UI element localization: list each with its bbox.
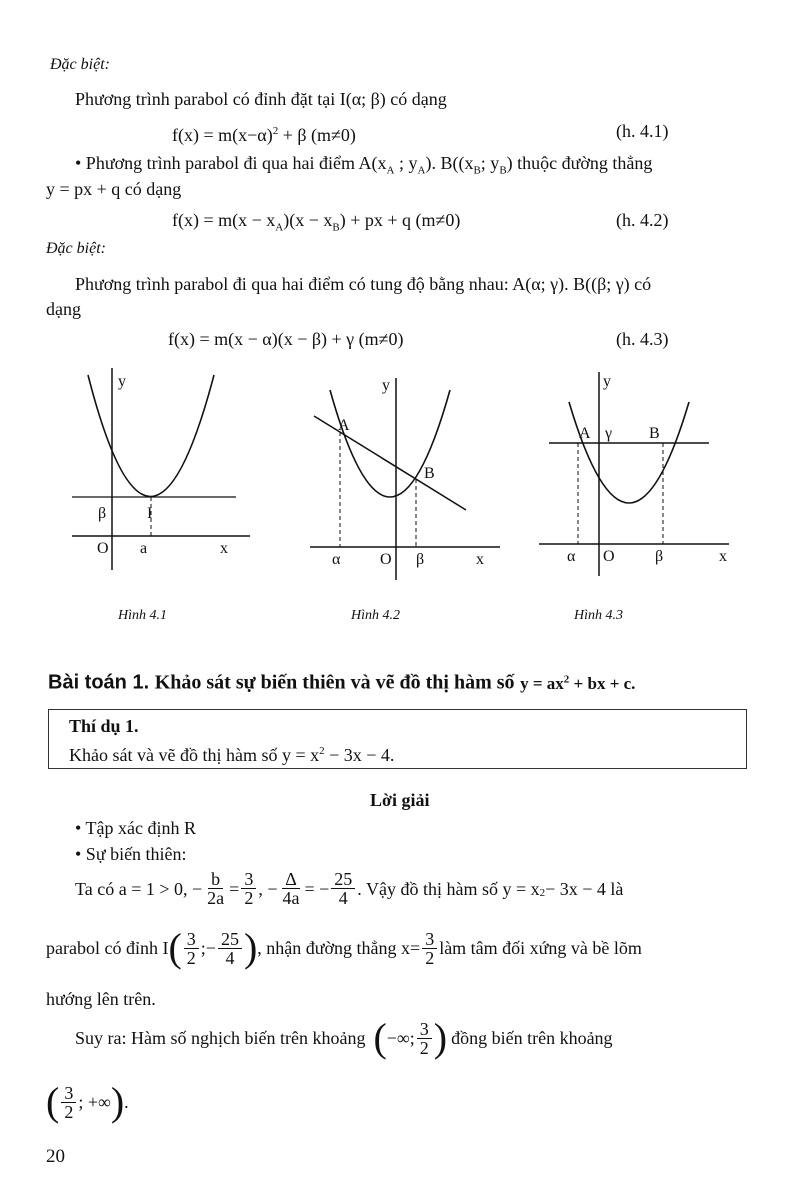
fig3-label-a: A: [579, 425, 591, 442]
page-number: 20: [46, 1146, 65, 1167]
vertex-frac-2-den: 4: [225, 947, 235, 968]
frac-b-2a: [204, 870, 227, 907]
frac-3-den: 2: [244, 888, 254, 908]
vertex-form-statement: Phương trình parabol có đỉnh đặt tại I(α; β) có dạng: [75, 89, 447, 109]
int2-paren-close: ): [110, 1079, 125, 1124]
sub-b1: B: [473, 164, 481, 177]
two-points-text-1: • Phương trình parabol đi qua hai điểm A(x: [75, 153, 387, 173]
fig1-label-a: a: [140, 540, 148, 557]
fig1-label-o: O: [97, 540, 109, 557]
calc-p3: − 3x − 4 là: [545, 878, 624, 899]
fig1-label-beta: β: [98, 505, 107, 522]
axis-frac: [422, 930, 437, 967]
axis-frac-den: 2: [425, 947, 435, 968]
problem-fn-lhs: y = ax: [520, 673, 564, 693]
same-ordinate-statement-2: dạng: [46, 299, 81, 319]
fig2-label-a: A: [338, 417, 350, 434]
vertex-line: [46, 925, 642, 970]
monotone-p1: Suy ra: Hàm số nghịch biến trên khoảng: [75, 1028, 366, 1048]
fig2-secant-line: [314, 416, 466, 510]
sub-a2: A: [417, 164, 426, 177]
fig3-label-beta: β: [655, 548, 664, 565]
bullet-variation: • Sự biến thiên:: [75, 844, 187, 864]
example-text: [69, 740, 394, 766]
two-points-text-3: ). B((x: [425, 153, 474, 173]
fig3-label-y: y: [603, 373, 611, 390]
monotone-p2: đồng biến trên khoảng: [451, 1028, 613, 1048]
interval-2-num: 3: [61, 1084, 76, 1103]
int2-paren-open: (: [46, 1079, 60, 1124]
two-points-text-2: ; y: [394, 153, 418, 173]
same-ordinate-statement: Phương trình parabol đi qua hai điểm có tung độ bằng nhau: A(α; γ). B((β; γ) có: [75, 274, 652, 294]
figure-4-3: [535, 364, 745, 584]
mono-paren-open: (: [373, 1015, 387, 1060]
calc-eq2: = −: [304, 878, 330, 899]
axis-frac-num: 3: [422, 930, 437, 949]
eq2-sub-a: A: [275, 221, 284, 234]
vertex-p1: parabol có đỉnh I: [46, 938, 169, 958]
figure-4-2: [300, 370, 500, 585]
equation-4-2-ref: (h. 4.2): [616, 210, 669, 230]
vertex-frac-1-den: 2: [186, 947, 196, 968]
calc-eq: =: [229, 878, 240, 899]
sub-b2: B: [499, 164, 507, 177]
vertex-frac-2-num: 25: [218, 930, 242, 949]
equation-4-2: [172, 209, 460, 239]
eq2-p1: f(x) = m(x − x: [172, 210, 276, 230]
eq2-p2: )(x − x: [283, 210, 333, 230]
calc-sup: 2: [539, 887, 546, 899]
vertex-frac-1-num: 3: [184, 930, 199, 949]
special-note-label: Đặc biệt:: [50, 56, 110, 73]
calc-p1: Ta có a = 1 > 0, −: [75, 878, 203, 899]
problem-fn-rhs: + bx + c.: [569, 673, 636, 693]
fig1-label-i: I: [147, 505, 153, 522]
vertex-p3: làm tâm đối xứng và bề lõm: [439, 938, 642, 958]
interval-2-den: 2: [64, 1101, 74, 1122]
equation-4-3: f(x) = m(x − α)(x − β) + γ (m≠0): [168, 329, 404, 349]
frac-25-num: 25: [331, 870, 355, 889]
fig2-label-o: O: [380, 551, 392, 568]
fig3-label-o: O: [603, 548, 615, 565]
interval-2-rest: ; +∞: [78, 1092, 111, 1112]
frac-3-2: [241, 870, 256, 907]
fig3-label-alpha: α: [567, 548, 576, 565]
fig2-label-beta: β: [416, 551, 425, 568]
equation-4-1-ref: (h. 4.1): [616, 121, 669, 141]
monotone-interval-1: −∞;: [386, 1028, 415, 1048]
eq1-rhs: + β (m≠0): [278, 125, 356, 145]
equation-4-1: [172, 120, 356, 146]
monotone-line: [75, 1015, 613, 1060]
caption-4-2: Hình 4.2: [351, 608, 400, 623]
problem-rest: Khảo sát sự biến thiên và vẽ đồ thị hàm số: [154, 671, 515, 694]
fig2-label-x: x: [476, 551, 484, 568]
caption-4-1: Hình 4.1: [118, 608, 167, 623]
monotone-frac: [417, 1020, 432, 1057]
frac-delta-den: 4a: [282, 888, 300, 908]
direction-line: hướng lên trên.: [46, 989, 156, 1009]
example-box: [48, 709, 747, 769]
interval-2-end: .: [124, 1092, 129, 1112]
frac-delta-num: Δ: [282, 870, 300, 889]
fig2-label-b: B: [424, 465, 435, 482]
example-title: Thí dụ 1.: [69, 716, 139, 736]
vertex-frac-1: [184, 930, 199, 967]
fig3-label-x: x: [719, 548, 727, 565]
sub-a1: A: [386, 164, 395, 177]
example-text-sup: 2: [319, 745, 325, 757]
paren-open: (: [168, 925, 182, 970]
monotone-frac-num: 3: [417, 1020, 432, 1039]
paren-close: ): [243, 925, 258, 970]
two-points-text-5: ) thuộc đường thẳng: [506, 153, 653, 173]
interval-2-frac: [61, 1084, 76, 1121]
fig2-label-y: y: [382, 377, 390, 394]
eq1-sup: 2: [272, 125, 279, 137]
monotone-frac-den: 2: [419, 1037, 429, 1058]
problem-fn-sup: 2: [563, 673, 570, 685]
problem-heading: [48, 666, 635, 697]
problem-function: [520, 674, 635, 693]
fig1-label-x: x: [220, 540, 228, 557]
vertex-frac-2: [218, 930, 242, 967]
special-note-label-2: Đặc biệt:: [46, 240, 106, 257]
calc-p2: . Vậy đồ thị hàm số y = x: [357, 878, 540, 899]
example-text-rhs: − 3x − 4.: [324, 745, 395, 765]
eq2-sub-b: B: [332, 221, 340, 234]
figure-4-1: [60, 360, 250, 580]
frac-b-num: b: [208, 870, 223, 889]
frac-b-den: 2a: [207, 888, 225, 908]
interval-2: [46, 1079, 129, 1124]
frac-25-4: [331, 870, 355, 907]
fig3-parabola: [569, 402, 689, 503]
bullet-domain: • Tập xác định R: [75, 818, 196, 838]
example-text-lhs: Khảo sát và vẽ đồ thị hàm số y = x: [69, 745, 320, 765]
vertex-semi: ;−: [200, 938, 216, 958]
caption-4-3: Hình 4.3: [574, 608, 623, 623]
equation-4-3-ref: (h. 4.3): [616, 329, 669, 349]
line-px-statement: y = px + q có dạng: [46, 179, 182, 199]
eq1-lhs: f(x) = m(x−α): [172, 125, 273, 145]
frac-3-num: 3: [241, 870, 256, 889]
mono-paren-close: ): [433, 1015, 448, 1060]
fig3-label-gamma: γ: [605, 425, 613, 442]
frac-delta-4a: [279, 870, 302, 907]
two-points-text-4: ; y: [480, 153, 500, 173]
fig2-label-alpha: α: [332, 551, 341, 568]
eq2-p3: ) + px + q (m≠0): [339, 210, 461, 230]
vertex-p2: , nhận đường thẳng x=: [257, 938, 421, 958]
fig1-label-y: y: [118, 373, 126, 390]
problem-title: Bài toán 1.: [48, 671, 150, 694]
fig3-label-b: B: [649, 425, 660, 442]
calc-line: [75, 870, 623, 907]
solution-title: Lời giải: [370, 790, 430, 810]
frac-25-den: 4: [338, 888, 348, 908]
calc-sep: , −: [258, 878, 278, 899]
fig1-parabola: [88, 375, 214, 497]
